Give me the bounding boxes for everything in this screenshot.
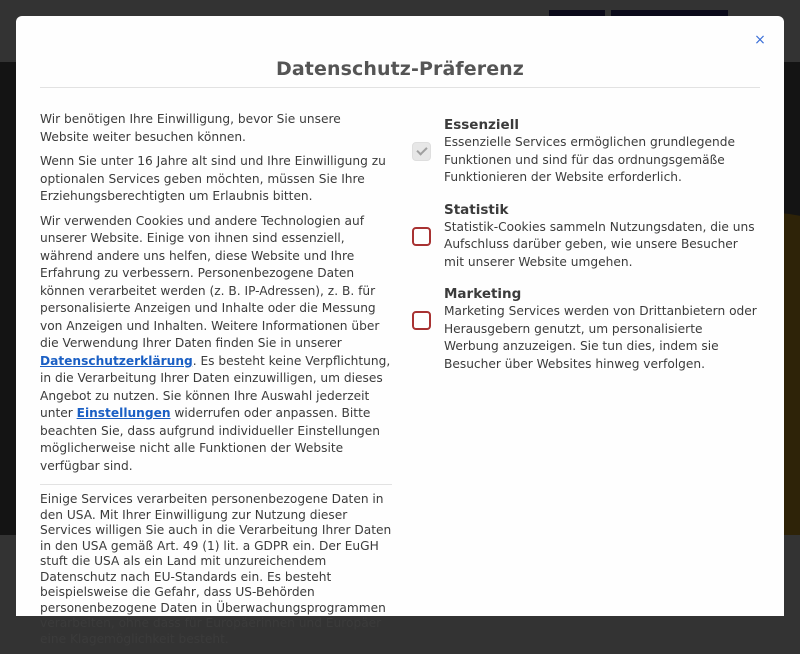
dialog-title: Datenschutz-Präferenz [276,58,524,80]
close-button[interactable] [752,32,768,48]
cookie-info-text: Wir verwenden Cookies und andere Technologien auf unserer Website. Einige von ihnen sind essenziell, während andere uns helfen, diese Website und Ihre Erfahrung zu verbessern. Personenbezogene Daten können verarbeitet werden (z. B. IP-Adressen), z. B. für personalisierte Anzeigen und Inhalte oder die Messung von Anzeigen und Inhalten. Weitere Informationen über die Verwendung Ihrer Daten finden Sie in unserer Datenschutzerklärung. Es besteht keine Verpflichtung, in die Verarbeitung Ihrer Daten einzuwilligen, um dieses Angebot zu nutzen. Sie können Ihre Auswahl jederzeit unter Einstellungen widerrufen oder anpassen. Bitte beachten Sie, dass aufgrund individueller Einstellungen möglicherweise nicht alle Funktionen der Website verfügbar sind. [40,213,391,473]
category-description: Marketing Services werden von Drittanbietern oder Herausgebern genutzt, um personalisierte Werbung anzuzeigen. Sie tun dies, indem sie Besucher über Websites hinweg verfolgen. [444,304,757,371]
category-title: Statistik [444,201,509,218]
consent-categories [412,116,760,387]
privacy-preferences-dialog [16,16,784,646]
statistics-checkbox[interactable] [412,227,431,246]
section-divider [40,484,392,485]
category-essential [412,116,760,187]
category-statistics [412,201,760,272]
settings-link[interactable]: Einstellungen [76,406,171,420]
category-description: Statistik-Cookies sammeln Nutzungsdaten, die uns Aufschluss darüber geben, wie unsere Besucher mit unserer Website umgehen. [444,219,755,269]
consent-info-column [40,111,392,654]
usa-data-notice: Einige Services verarbeiten personenbezogene Daten in den USA. Mit Ihrer Einwilligung zur Nutzung dieser Services willigen Sie auch in die Verarbeitung Ihrer Daten in den USA gemäß Art. 49 (1) lit. a GDPR ein. Der EuGH stuft die USA als ein Land mit unzureichendem Datenschutz nach EU-Standards ein. Es besteht beispielsweise die Gefahr, dass US-Behörden personenbezogene Daten in Überwachungsprogrammen verarbeiten, ohne dass für Europäerinnen und Europäer eine Klagemöglichkeit besteht. [40,492,392,646]
category-title: Marketing [444,286,522,302]
category-marketing [412,285,760,373]
marketing-checkbox[interactable] [412,311,431,330]
title-divider [40,87,760,88]
consent-intro-text: Wir benötigen Ihre Einwilligung, bevor Sie unsere Website weiter besuchen können. [40,112,341,144]
close-icon: × [754,32,766,48]
privacy-policy-link[interactable]: Datenschutzerklärung [40,353,193,368]
category-title: Essenziell [444,117,519,133]
age-notice-text: Wenn Sie unter 16 Jahre alt sind und Ihre Einwilligung zu optionalen Services geben möchten, müssen Sie Ihre Erziehungsberechtigten um Erlaubnis bitten. [40,154,386,203]
category-description: Essenzielle Services ermöglichen grundlegende Funktionen und sind für das ordnungsgemäße Funktionieren der Website erforderlich. [444,135,735,184]
essential-checkbox[interactable] [412,142,431,161]
